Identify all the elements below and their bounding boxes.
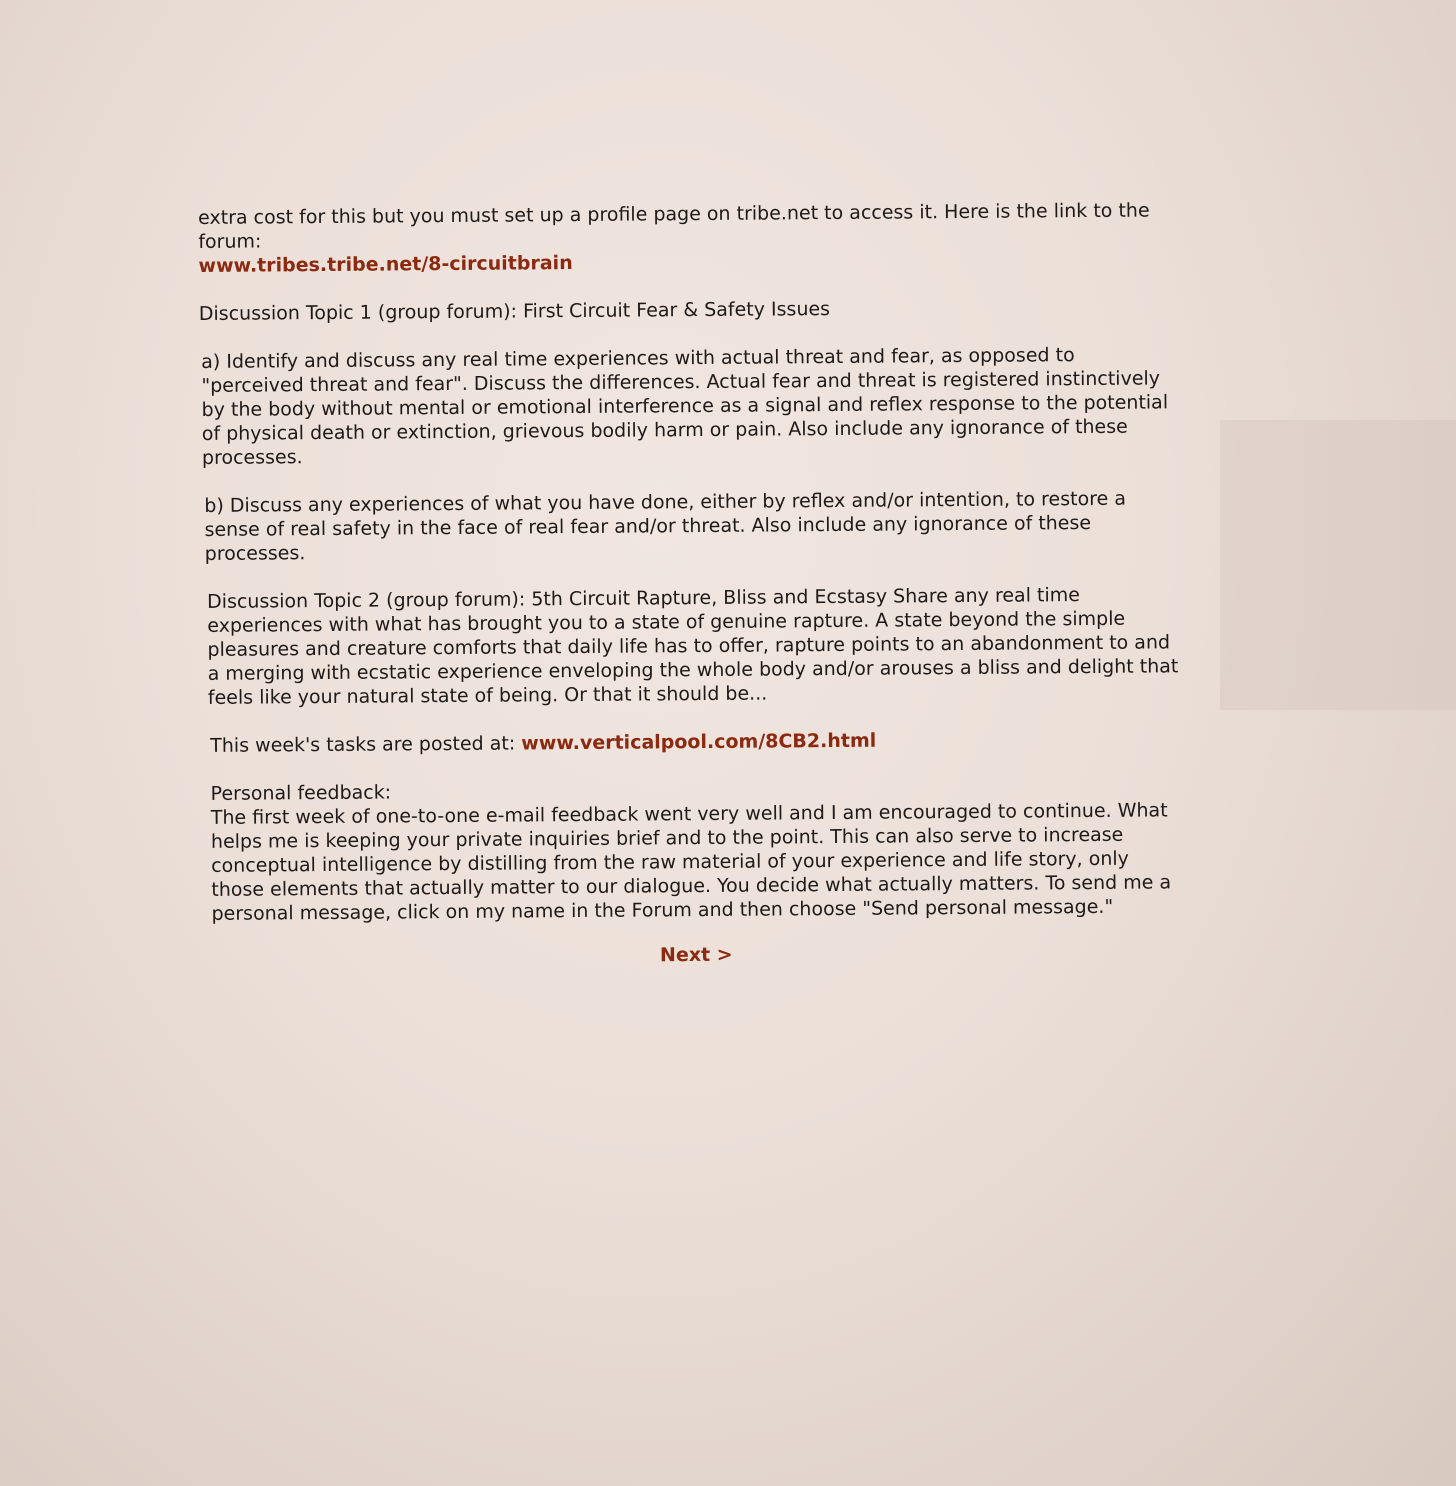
tasks-line [200, 726, 1180, 758]
background-shadow [1220, 420, 1456, 710]
feedback-section [201, 774, 1182, 926]
feedback-body: The first week of one-to-one e-mail feedback went very well and I am encouraged to continue. What helps me is keeping your private inquiries brief and to the point. This can also serve to increase conceptual intelligence by distilling from the raw material of your experience and life story, only those elements that actually matter to our dialogue. You decide what actually matters. To send me a personal message, click on my name in the Forum and then choose "Send personal message." [210, 799, 1172, 925]
topic1-part-b: b) Discuss any experiences of what you have done, either by reflex and/or intention, to restore a sense of real safety in the face of real fear and/or threat. Also include any ignorance of these processes. [204, 487, 1127, 565]
feedback-heading: Personal feedback: [210, 781, 392, 805]
topic2-text: Discussion Topic 2 (group forum): 5th Circuit Rapture, Bliss and Ecstasy Share any real time experiences with what has brought you to a state of genuine rapture. A state beyond the simple pleasures and creature comforts that daily life has to offer, rapture points to an abandonment to and a merging with ecstatic experience enveloping the whole body and/or arouses a bliss and delight that feels like your natural state of being. Or that it should be... [207, 584, 1179, 709]
topic1-heading: Discussion Topic 1 (group forum): First Circuit Fear & Safety Issues [198, 298, 831, 325]
tasks-prefix: This week's tasks are posted at: [210, 732, 522, 757]
next-button[interactable]: Next > [659, 943, 733, 967]
document-page [196, 198, 1182, 950]
tasks-link[interactable]: www.verticalpool.com/8CB2.html [521, 729, 877, 755]
intro-text: extra cost for this but you must set up a profile page on tribe.net to access it. Here is the link to the forum: [198, 199, 1150, 253]
forum-link[interactable]: www.tribes.tribe.net/8-circuitbrain [198, 252, 573, 277]
intro-section [196, 198, 1177, 278]
topic1-part-a: a) Identify and discuss any real time experiences with actual threat and fear, as opposed to "perceived threat and fear". Discuss the differences. Actual fear and threat is registered instinctively by the body without mental or emotional interference as a signal and reflex response to the potential of physical death or extinction, grievous bodily harm or pain. Also include any ignorance of these processes. [201, 344, 1169, 469]
